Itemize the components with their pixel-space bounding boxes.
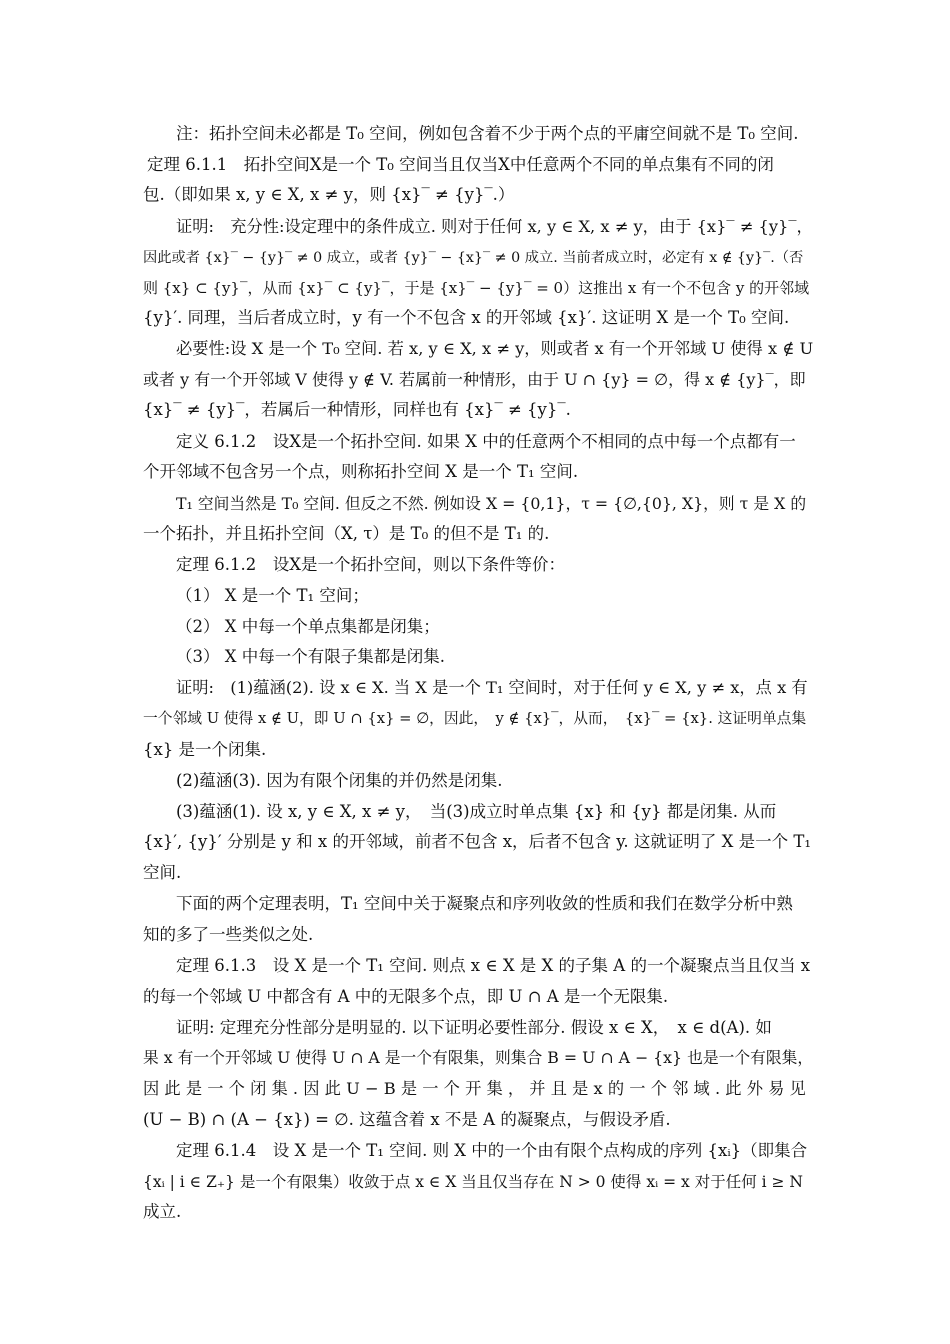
theorem-6-1-1-heading: 定理 6.1.1 拓扑空间X是一个 T₀ 空间当且仅当X中任意两个不同的单点集有不同的闭 bbox=[147, 155, 774, 174]
text-line: {x} 是一个闭集. bbox=[143, 740, 267, 759]
note-line: 注：拓扑空间未必都是 T₀ 空间，例如包含着不少于两个点的平庸空间就不是 T₀ 空间. bbox=[176, 124, 799, 143]
text-line: 知的多了一些类似之处. bbox=[143, 925, 314, 944]
text-line: 则 {x} ⊂ {y}‾，从而 {x}‾ ⊂ {y}‾，于是 {x}‾ − {y}‾ = 0）这推出 x 有一个不包含 y 的开邻域 bbox=[143, 279, 810, 297]
text-line: 空间. bbox=[143, 863, 182, 882]
text-line: 因此或者 {x}‾ − {y}‾ ≠ 0 成立，或者 {y}‾ − {x}‾ ≠ 0 成立. 当前者成立时，必定有 x ∉ {y}‾.（否 bbox=[143, 250, 804, 266]
text-line: 果 x 有一个开邻域 U 使得 U ∩ A 是一个有限集，则集合 B = U ∩ A − {x} 也是一个有限集， bbox=[143, 1048, 814, 1067]
text-line: {x}‾ ≠ {y}‾，若属后一种情形，同样也有 {x}‾ ≠ {y}‾. bbox=[143, 400, 571, 419]
theorem-6-1-3-heading: 定理 6.1.3 设 X 是一个 T₁ 空间. 则点 x ∈ X 是 X 的子集 A 的一个凝聚点当且仅当 x bbox=[176, 956, 811, 975]
text-line: 成立. bbox=[143, 1202, 182, 1221]
condition-3: （3） X 中每一个有限子集都是闭集. bbox=[176, 647, 445, 666]
text-line: T₁ 空间当然是 T₀ 空间. 但反之不然. 例如设 X = {0,1}，τ = {∅,{0}, X}，则 τ 是 X 的 bbox=[176, 494, 807, 513]
text-line: {xᵢ | i ∈ Z₊} 是一个有限集）收敛于点 x ∈ X 当且仅当存在 N > 0 使得 xᵢ = x 对于任何 i ≥ N bbox=[143, 1173, 803, 1191]
text-line: {y}′. 同理，当后者成立时，y 有一个不包含 x 的开邻域 {x}′. 这证明 X 是一个 T₀ 空间. bbox=[143, 308, 790, 327]
proof-line: 证明: 充分性:设定理中的条件成立. 则对于任何 x, y ∈ X, x ≠ y，由于 {x}‾ ≠ {y}‾， bbox=[176, 217, 813, 236]
text-line: (3)蕴涵(1). 设 x, y ∈ X, x ≠ y， 当(3)成立时单点集 {x} 和 {y} 都是闭集. 从而 bbox=[176, 802, 777, 821]
text-line: {x}′, {y}′ 分别是 y 和 x 的开邻域，前者不包含 x，后者不包含 y. 这就证明了 X 是一个 T₁ bbox=[143, 832, 811, 851]
definition-6-1-2-heading: 定义 6.1.2 设X是一个拓扑空间. 如果 X 中的任意两个不相同的点中每一个点都有一 bbox=[176, 432, 796, 451]
text-line: 一个邻域 U 使得 x ∉ U，即 U ∩ {x} = ∅，因此， y ∉ {x}‾，从而， {x}‾ = {x}. 这证明单点集 bbox=[143, 710, 807, 727]
text-line: 一个拓扑，并且拓扑空间（X, τ）是 T₀ 的但不是 T₁ 的. bbox=[143, 524, 550, 543]
text-line: 或者 y 有一个开邻域 V 使得 y ∉ V. 若属前一种情形，由于 U ∩ {y} = ∅，得 x ∉ {y}‾，即 bbox=[143, 370, 806, 389]
text-line: 包.（即如果 x, y ∈ X, x ≠ y，则 {x}‾ ≠ {y}‾.） bbox=[143, 185, 515, 204]
text-line: 的每一个邻域 U 中都含有 A 中的无限多个点，即 U ∩ A 是一个无限集. bbox=[143, 987, 669, 1006]
text-line: (2)蕴涵(3). 因为有限个闭集的并仍然是闭集. bbox=[176, 771, 503, 790]
text-line: 个开邻域不包含另一个点，则称拓扑空间 X 是一个 T₁ 空间. bbox=[143, 462, 579, 481]
condition-2: （2） X 中每一个单点集都是闭集； bbox=[176, 617, 440, 636]
text-line: 下面的两个定理表明，T₁ 空间中关于凝聚点和序列收敛的性质和我们在数学分析中熟 bbox=[176, 894, 793, 913]
necessity-line: 必要性:设 X 是一个 T₀ 空间. 若 x, y ∈ X, x ≠ y，则或者 x 有一个开邻域 U 使得 x ∉ U bbox=[176, 339, 814, 358]
text-line: (U − B) ∩ (A − {x}) = ∅. 这蕴含着 x 不是 A 的凝聚点，与假设矛盾. bbox=[143, 1110, 671, 1129]
proof-line: 证明: (1)蕴涵(2). 设 x ∈ X. 当 X 是一个 T₁ 空间时，对于任何 y ∈ X, y ≠ x，点 x 有 bbox=[176, 678, 808, 697]
text-line: 因 此 是 一 个 闭 集 . 因 此 U − B 是 一 个 开 集 ， 并 且 是 x 的 一 个 邻 域 . 此 外 易 见 bbox=[143, 1079, 806, 1098]
condition-1: （1） X 是一个 T₁ 空间； bbox=[176, 586, 369, 605]
proof-line: 证明: 定理充分性部分是明显的. 以下证明必要性部分. 假设 x ∈ X， x ∈ d(A). 如 bbox=[176, 1018, 772, 1037]
theorem-6-1-2-heading: 定理 6.1.2 设X是一个拓扑空间，则以下条件等价： bbox=[176, 555, 565, 574]
theorem-6-1-4-heading: 定理 6.1.4 设 X 是一个 T₁ 空间. 则 X 中的一个由有限个点构成的序列 {xᵢ}（即集合 bbox=[176, 1141, 808, 1160]
